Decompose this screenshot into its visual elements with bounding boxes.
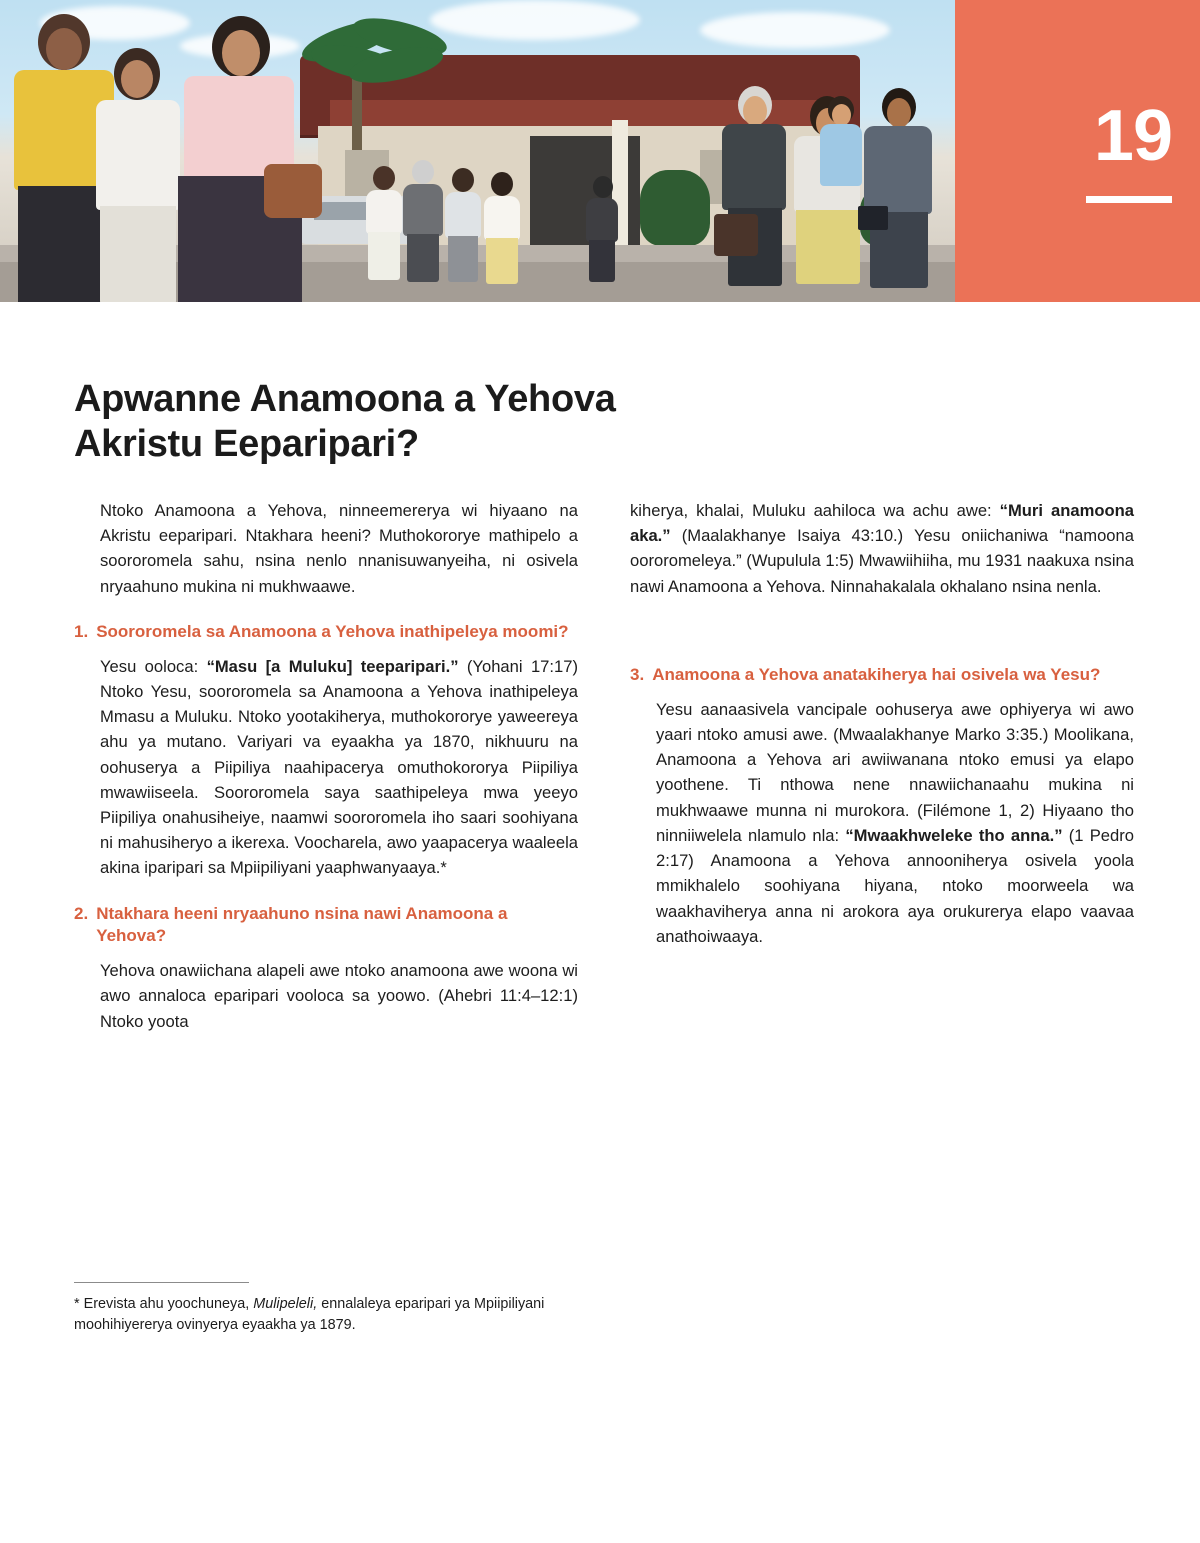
shrub: [640, 170, 710, 246]
question-text-2: Ntakhara heeni nryaahuno nsina nawi Anamoona a Yehova?: [96, 903, 508, 946]
person-foreground: [168, 14, 308, 302]
answer-paragraph-3: Yesu aanaasivela vancipale oohuserya awe ophiyerya wi awo yaari ntoko amusi awe. (Mwaalakhanye Marko 3:35.) Moolikana, Anamoona a Yehova ari awiiwanana ntoko emusi ya elapo yoothene. Ti nthowa nene nnawiichanaahu mukina ni mukhwaawe munna ni murokora. (Filémone 1, 2) Hiyaano tho ninniiwelela nlamulo nla: “Mwaakhweleke tho anna.” (1 Pedro 2:17) Anamoona a Yehova annooniherya osivela yoola mmikhalelo soohiyana hiyana, ntoko moorweela wa waakhaviherya anna ni arokora aya orukurerya elapo vaavaa anathoiwaaya.: [656, 699, 1135, 946]
intro-paragraph: Ntoko Anamoona a Yehova, ninneemererya wi hiyaano na Akristu eeparipari. Ntakhara heeni? Muthokororye mathipelo a soororomela sahu, nsina nenlo nnanisuwanyeiha, ni osivela nryaahuno mukina ni mukhwaawe.: [100, 501, 578, 596]
question-heading-1: [74, 621, 578, 644]
answer-paragraph-2-continuation: kiherya, khalai, Muluku aahiloca wa achu awe: “Muri anamoona aka.” (Maalakhanye Isaiya 43:10.) Yesu oniichaniwa “namoona oororomeleya.” (Wupulula 1:5) Mwawiihiiha, mu 1931 naakuxa nsina nawi Anamoona a Yehova. Ninnahakalala okhalano nsina nenla.: [630, 501, 1134, 596]
column-left: [74, 498, 578, 1034]
person-foreground: [858, 88, 940, 288]
cloud-shape: [700, 12, 890, 48]
cloud-shape: [430, 0, 640, 40]
answer-paragraph-1: Yesu ooloca: “Masu [a Muluku] teeparipari.” (Yohani 17:17) Ntoko Yesu, soororomela sa Anamoona a Yehova inathipeleya Mmasu a Muluku. Ntoko yootakiherya, muthokororye yaweereya ahu ya mutano. Variyari va eyaakha ya 1870, nikhuuru na oohuserya a Piipiliya naahipacerya omuthokororya Piipiliya mwawiiseela. Soororomela saya saathipeleya mwa yeeyo Piipiliya onahusiheiye, naamwi soororomela iho saari soohiyana ni mahusiheryo a ikerexa. Voocharela, awo yaapacerya waaleela akina iparipari sa Mpiipiliyani yaaphwanyaaya.*: [100, 656, 578, 878]
question-number-3: 3.: [630, 665, 645, 684]
lesson-number-underline: [1086, 196, 1172, 203]
answer-paragraph-2-continuation-holder: [630, 498, 1134, 599]
person-midground: [478, 172, 526, 286]
question-number-1: 1.: [74, 621, 89, 641]
kingdom-hall-photo: [0, 0, 955, 302]
footnote-text: * Erevista ahu yoochuneya, Mulipeleli, ennalaleya eparipari ya Mpiipiliyani moohihiyererya ovinyerya eyaakha ya 1879.: [74, 1296, 545, 1334]
lesson-number: 19: [1093, 96, 1172, 176]
question-heading-3: [630, 664, 1134, 687]
answer-paragraph-2: Yehova onawiichana alapeli awe ntoko anamoona awe woona wi awo annaloca eparipari vooloca sa yoowo. (Ahebri 11:4–12:1) Ntoko yoota: [100, 961, 578, 1031]
lesson-number-box: [955, 0, 1200, 302]
page-title-line-2: Akristu Eeparipari?: [74, 422, 419, 465]
page-title-line-1: Apwanne Anamoona a Yehova: [74, 378, 616, 421]
page-header: [0, 0, 1200, 302]
question-heading-2: [74, 903, 578, 949]
page-title: [74, 377, 974, 465]
question-text-3: Anamoona a Yehova anatakiherya hai osivela wa Yesu?: [652, 665, 1101, 684]
person-midground: [582, 176, 622, 282]
footnote-divider: [74, 1282, 249, 1283]
footnote-block: [74, 1282, 578, 1336]
person-foreground: [716, 86, 794, 286]
question-text-1: Soororomela sa Anamoona a Yehova inathipeleya moomi?: [96, 621, 569, 641]
question-number-2: 2.: [74, 903, 89, 923]
